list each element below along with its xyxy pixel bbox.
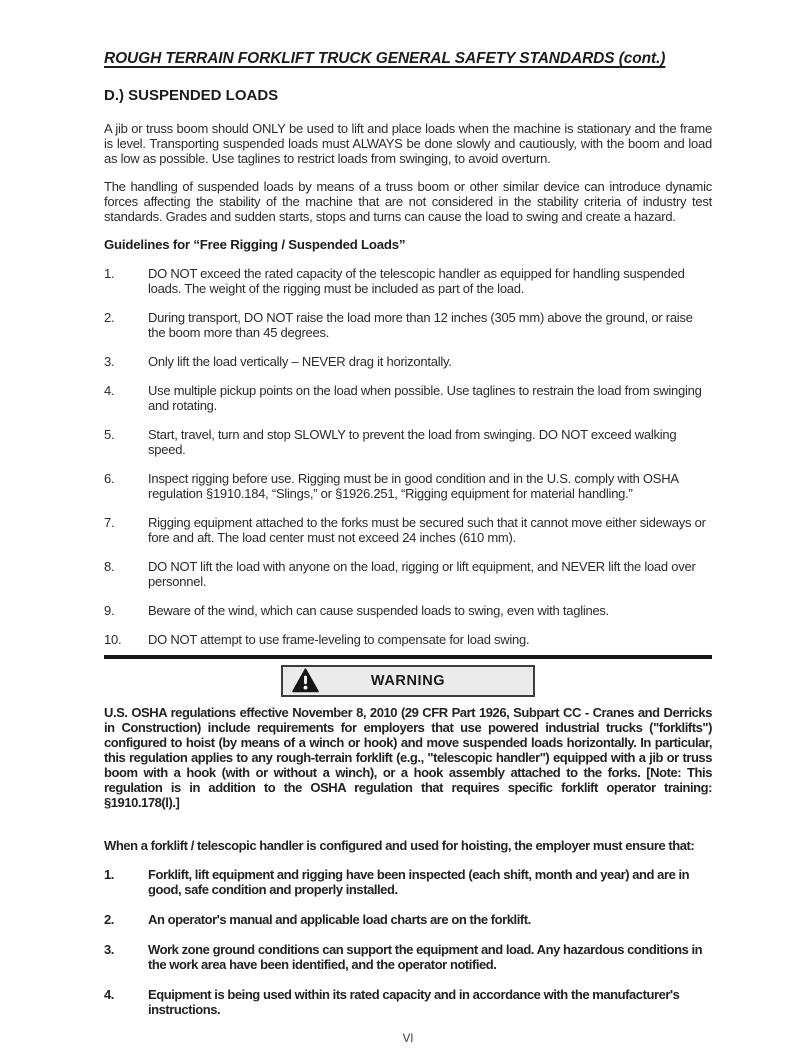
page-title: ROUGH TERRAIN FORKLIFT TRUCK GENERAL SAFETY STANDARDS (cont.) [104,50,666,67]
guideline-list-item [104,471,712,501]
list-item-number: 5. [104,427,115,442]
section-heading: D.) SUSPENDED LOADS [104,87,279,104]
list-item-text: DO NOT attempt to use frame-leveling to compensate for load swing. [148,632,530,647]
page-number: VI [402,1032,414,1045]
list-item-number: 3. [104,354,115,369]
warning-body-paragraph: U.S. OSHA regulations effective November 8, 2010 (29 CFR Part 1926, Subpart CC - Cranes and Derricks in Construction) include requirements for employers that use powered industrial trucks ("forklifts") configured to hoist (by means of a winch or hook) and move suspended loads horizontally. In particular, this regulation applies to any rough-terrain forklift (e.g., "telescopic handler") equipped with a jib or truss boom with a hook (with or without a winch), or a hook assembly attached to the forks. [Note: This regulation is in addition to the OSHA regulation that requires specific forklift operator training: §1910.178(l).] [104,704,712,810]
guidelines-heading: Guidelines for “Free Rigging / Suspended Loads” [104,237,406,252]
guideline-list-item [104,515,712,545]
hoisting-list-item [104,912,712,927]
guidelines-list [104,266,712,647]
list-item-number: 2. [104,310,115,325]
list-item-number: 7. [104,515,115,530]
list-item-number: 1. [104,266,115,281]
list-item-number: 2. [104,911,114,927]
intro-paragraph-2: The handling of suspended loads by means of a truss boom or other similar device can introduce dynamic forces affecting the stability of the machine that are not considered in the stability criteria of industry test standards. Grades and sudden starts, stops and turns can cause the load to swing and create a hazard. [104,179,712,224]
list-item-text: Start, travel, turn and stop SLOWLY to prevent the load from swinging. DO NOT exceed walking speed. [148,427,677,457]
warning-triangle-icon [292,668,319,693]
list-item-number: 4. [104,383,115,398]
guideline-list-item [104,632,712,647]
list-item-text: An operator's manual and applicable load charts are on the forklift. [148,911,531,927]
list-item-text: Forklift, lift equipment and rigging have been inspected (each shift, month and year) and are in good, safe condition and properly installed. [148,866,690,897]
hoisting-list-item [104,987,712,1017]
list-item-number: 3. [104,941,114,957]
warning-label: WARNING [370,672,446,689]
guideline-list-item [104,310,712,340]
page-content [104,50,712,1046]
list-item-text: Use multiple pickup points on the load when possible. Use taglines to restrain the load from swinging and rotating. [148,383,702,413]
list-item-number: 8. [104,559,115,574]
guideline-list-item [104,427,712,457]
guideline-list-item [104,559,712,589]
guideline-list-item [104,266,712,296]
list-item-number: 9. [104,603,115,618]
intro-paragraph-1: A jib or truss boom should ONLY be used to lift and place loads when the machine is stationary and the frame is level. Transporting suspended loads must ALWAYS be done slowly and cautiously, with the boom and load as low as possible. Use taglines to restrict loads from swinging, to avoid overturn. [104,121,712,166]
hoisting-list-item [104,942,712,972]
guideline-list-item [104,603,712,618]
list-item-number: 1. [104,866,114,882]
list-item-text: DO NOT lift the load with anyone on the load, rigging or lift equipment, and NEVER lift the load over personnel. [148,559,696,589]
hoisting-intro: When a forklift / telescopic handler is configured and used for hoisting, the employer must ensure that: [104,837,695,853]
list-item-text: Inspect rigging before use. Rigging must be in good condition and in the U.S. comply with OSHA regulation §1910.184, “Slings,” or §1926.251, “Rigging equipment for material handling.” [148,471,679,501]
warning-banner [281,665,535,697]
hoisting-list-item [104,867,712,897]
list-item-number: 4. [104,986,114,1002]
list-item-text: Only lift the load vertically – NEVER drag it horizontally. [148,354,452,369]
section-divider-rule [104,655,712,659]
guideline-list-item [104,354,712,369]
guideline-list-item [104,383,712,413]
list-item-text: Rigging equipment attached to the forks must be secured such that it cannot move either sideways or fore and aft. The load center must not exceed 24 inches (610 mm). [148,515,706,545]
list-item-number: 6. [104,471,115,486]
list-item-text: During transport, DO NOT raise the load more than 12 inches (305 mm) above the ground, or raise the boom more than 45 degrees. [148,310,693,340]
list-item-text: Equipment is being used within its rated capacity and in accordance with the manufacturer's instructions. [148,986,680,1017]
hoisting-requirements-list [104,867,712,1017]
list-item-text: DO NOT exceed the rated capacity of the telescopic handler as equipped for handling suspended loads. The weight of the rigging must be included as part of the load. [148,266,685,296]
list-item-number: 10. [104,632,122,647]
list-item-text: Work zone ground conditions can support the equipment and load. Any hazardous conditions in the work area have been identified, and the operator notified. [148,941,703,972]
list-item-text: Beware of the wind, which can cause suspended loads to swing, even with taglines. [148,603,610,618]
